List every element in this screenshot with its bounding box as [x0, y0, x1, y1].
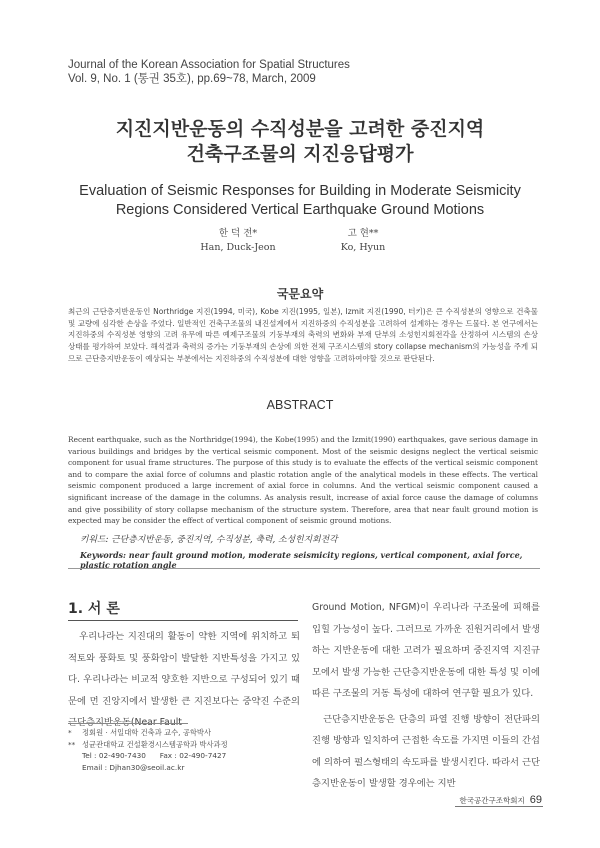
author-2: [283, 227, 443, 255]
english-keywords: Keywords: near fault ground motion, moderate seismicity regions, vertical component, axial force, plastic rotation angle: [80, 550, 523, 570]
korean-title: [0, 117, 600, 167]
section-1-heading: 1. 서 론: [68, 601, 120, 617]
body-right-paragraph-2: 근단층지반운동은 단층의 파열 진행 방향이 전단파의 진행 방향과 일치하여 근접한 속도를 가지면 이들의 간섭에 의하여 펄스형태의 속도파를 발생시킨다. 따라서 근단층지반운동이 발생할 경우에는 지반: [312, 713, 540, 789]
korean-keywords: 키워드: 근단층지반운동, 중진지역, 수직성분, 축력, 소성힌지회전각: [80, 535, 338, 545]
footer-journal-name: 한국공간구조학회지: [459, 795, 525, 805]
english-title: [0, 182, 600, 220]
section-1-underline: [68, 620, 298, 621]
footnote-mark: **: [68, 739, 76, 749]
author-1-ko: 한 덕 전*: [218, 228, 258, 239]
journal-volume: Vol. 9, No. 1 (통권 35호), pp.69~78, March, 2009: [68, 73, 316, 85]
journal-name: Journal of the Korean Association for Spatial Structures: [68, 59, 350, 71]
author-1-en: Han, Duck-Jeon: [200, 242, 276, 253]
english-abstract-text: Recent earthquake, such as the Northridge(1994), the Kobe(1995) and the Izmit(1990) earthquakes, gave serious damage in various buildings and bridges by the vertical seismic component. Most of the seismic designs neglect the vertical seismic component for usual frame structures. The purpose of this study is to evaluate the effects of the vertical seismic component and to compare the axial force of columns and plastic rotation angle of the analytical models in these effects. The vertical seismic component produced a large increment of axial force in columns. And the vertical seismic component caused a significant increase of the damage in the columns. As analysis result, increase of axial force cause the damage of columns and give possibility of story collapse mechanism of the structure system. Therefore, area that near fault ground motion is expected may be consider the effect of vertical component of seismic ground motions.: [68, 435, 538, 526]
footnote: [68, 750, 300, 762]
keywords-divider: [68, 568, 540, 569]
footnote-mark: [68, 762, 82, 774]
author-2-ko: 고 현**: [347, 228, 379, 239]
body-left-paragraph: 우리나라는 지진대의 활동이 약한 지역에 위치하고 퇴적토와 풍화토 및 풍화암이 발달한 지반특성을 가지고 있다. 우리나라는 비교적 양호한 지반으로 구성되어 있기 때문에 먼 진앙지에서 발생한 큰 지진보다는 중약진 수준의 근단층지반운동(Near Fault: [68, 631, 300, 728]
footnote-mark: [68, 750, 82, 762]
english-title-line1: Evaluation of Seismic Responses for Building in Moderate Seismicity: [79, 183, 521, 199]
author-2-en: Ko, Hyun: [340, 242, 386, 253]
body-right-column: [312, 597, 540, 795]
footnotes: [68, 727, 300, 773]
footnote: [68, 727, 300, 739]
english-title-line2: Regions Considered Vertical Earthquake Ground Motions: [115, 202, 485, 218]
korean-title-line1: 지진지반운동의 수직성분을 고려한 중진지역: [115, 118, 485, 140]
journal-header: [68, 58, 350, 86]
body-right-paragraph-1: Ground Motion, NFGM)이 우리나라 구조물에 피해를 입힐 가능성이 높다. 그러므로 가까운 진원거리에서 발생하는 지반운동에 대한 고려가 필요하며 중진지역 지진규모에서 발생 가능한 근단층지반운동에 대한 특성 및 이에 따른 구조물의 거동 특성에 대하여 연구할 필요가 있다.: [312, 602, 540, 699]
footnote: [68, 762, 300, 774]
footer-underline: [455, 806, 543, 807]
footnote-text: 성균관대학교 건설환경시스템공학과 박사과정: [82, 739, 228, 749]
footnote-divider: [68, 723, 188, 724]
page-number: 69: [529, 794, 542, 806]
footnote: [68, 739, 300, 751]
footnote-mark: *: [68, 728, 72, 737]
korean-title-line2: 건축구조물의 지진응답평가: [186, 143, 414, 165]
body-left-column: [68, 626, 300, 734]
footnote-text: Email : Djhan30@seoil.ac.kr: [82, 762, 185, 772]
english-abstract-heading: ABSTRACT: [266, 398, 334, 412]
page-footer: [460, 794, 542, 806]
korean-abstract-text: 최근의 근단층지반운동인 Northridge 지진(1994, 미국), Kobe 지진(1995, 일본), Izmit 지진(1990, 터키)은 큰 수직성분의 영향으로 건축물 및 교량에 심각한 손상을 주었다. 일반적인 건축구조물의 내진설계에서 지진하중의 수직성분을 고려하여 설계하는 경우는 드물다. 본 연구에서는 지진하중의 수직성분 영향의 고려 유무에 따른 예제구조물의 기둥부재의 축력의 변화와 부재 단부의 소성힌지회전각을 산정하여 시스템의 손상상태를 평가하여 보았다. 해석결과 축력의 증가는 기둥부재의 손상에 의한 전체 구조시스템의 story collapse mechanism의 가능성을 주게 되므로 근단층지반운동이 예상되는 부분에서는 지진하중의 수직성분에 대한 영향을 고려하여야할 것으로 판단된다.: [68, 307, 538, 363]
korean-abstract-heading: 국문요약: [276, 287, 324, 301]
footnote-text: Tel : 02-490-7430 Fax : 02-490-7427: [82, 751, 227, 760]
footnote-text: 정회원 · 서일대학 건축과 교수, 공학박사: [82, 728, 212, 737]
